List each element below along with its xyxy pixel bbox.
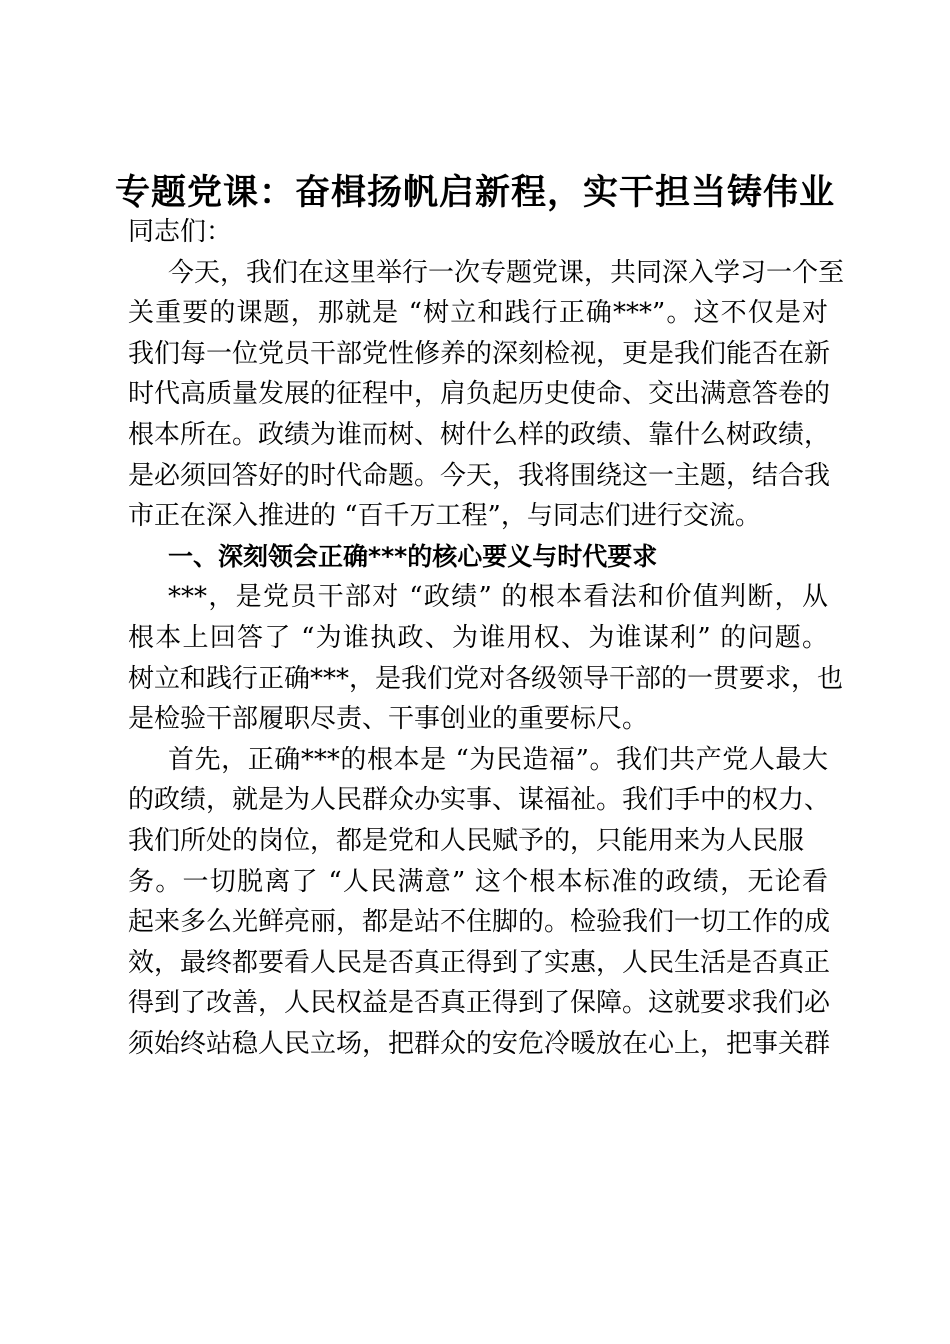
- paragraph-line: 时代高质量发展的征程中，肩负起历史使命、交出满意答卷的: [128, 379, 831, 410]
- paragraph-line: 根本上回答了 “为谁执政、为谁用权、为谁谋利” 的问题。: [128, 622, 828, 653]
- document-title: 专题党课：奋楫扬帆启新程，实干担当铸伟业: [114, 173, 835, 213]
- document-body: [128, 212, 845, 1064]
- paragraph-line: 树立和践行正确***，是我们党对各级领导干部的一贯要求，也: [128, 663, 844, 694]
- paragraph-line: 是检验干部履职尽责、干事创业的重要标尺。: [128, 704, 649, 735]
- paragraph-line: ***，是党员干部对 “政绩” 的根本看法和价值判断，从: [168, 582, 828, 613]
- paragraph-line: 效，最终都要看人民是否真正得到了实惠，人民生活是否真正: [128, 947, 831, 978]
- paragraph-line: 我们每一位党员干部党性修养的深刻检视，更是我们能否在新: [128, 338, 831, 369]
- paragraph-line: 是必须回答好的时代命题。今天，我将围绕这一主题，结合我: [128, 460, 831, 491]
- paragraph-line: 我们所处的岗位，都是党和人民赋予的，只能用来为人民服: [128, 825, 805, 856]
- paragraph-line: 务。一切脱离了 “人民满意” 这个根本标准的政绩，无论看: [128, 866, 828, 897]
- paragraph-line: 首先，正确***的根本是 “为民造福”。我们共产党人最大: [168, 744, 828, 775]
- paragraph-line: 的政绩，就是为人民群众办实事、谋福祉。我们手中的权力、: [128, 785, 831, 816]
- paragraph-line: 关重要的课题，那就是 “树立和践行正确***”。这不仅是对: [128, 298, 828, 329]
- paragraph-line: 得到了改善，人民权益是否真正得到了保障。这就要求我们必: [128, 988, 831, 1019]
- paragraph-line: 起来多么光鲜亮丽，都是站不住脚的。检验我们一切工作的成: [128, 907, 831, 938]
- paragraph-line: 根本所在。政绩为谁而树、树什么样的政绩、靠什么树政绩，: [128, 419, 831, 450]
- paragraph-line: 须始终站稳人民立场，把群众的安危冷暖放在心上，把事关群: [128, 1028, 831, 1059]
- salutation: 同志们：: [128, 217, 233, 247]
- paragraph-line: 市正在深入推进的 “百千万工程”，与同志们进行交流。: [128, 501, 761, 532]
- section-heading: 一、深刻领会正确***的核心要义与时代要求: [168, 541, 658, 571]
- paragraph-line: 今天，我们在这里举行一次专题党课，共同深入学习一个至: [168, 257, 845, 288]
